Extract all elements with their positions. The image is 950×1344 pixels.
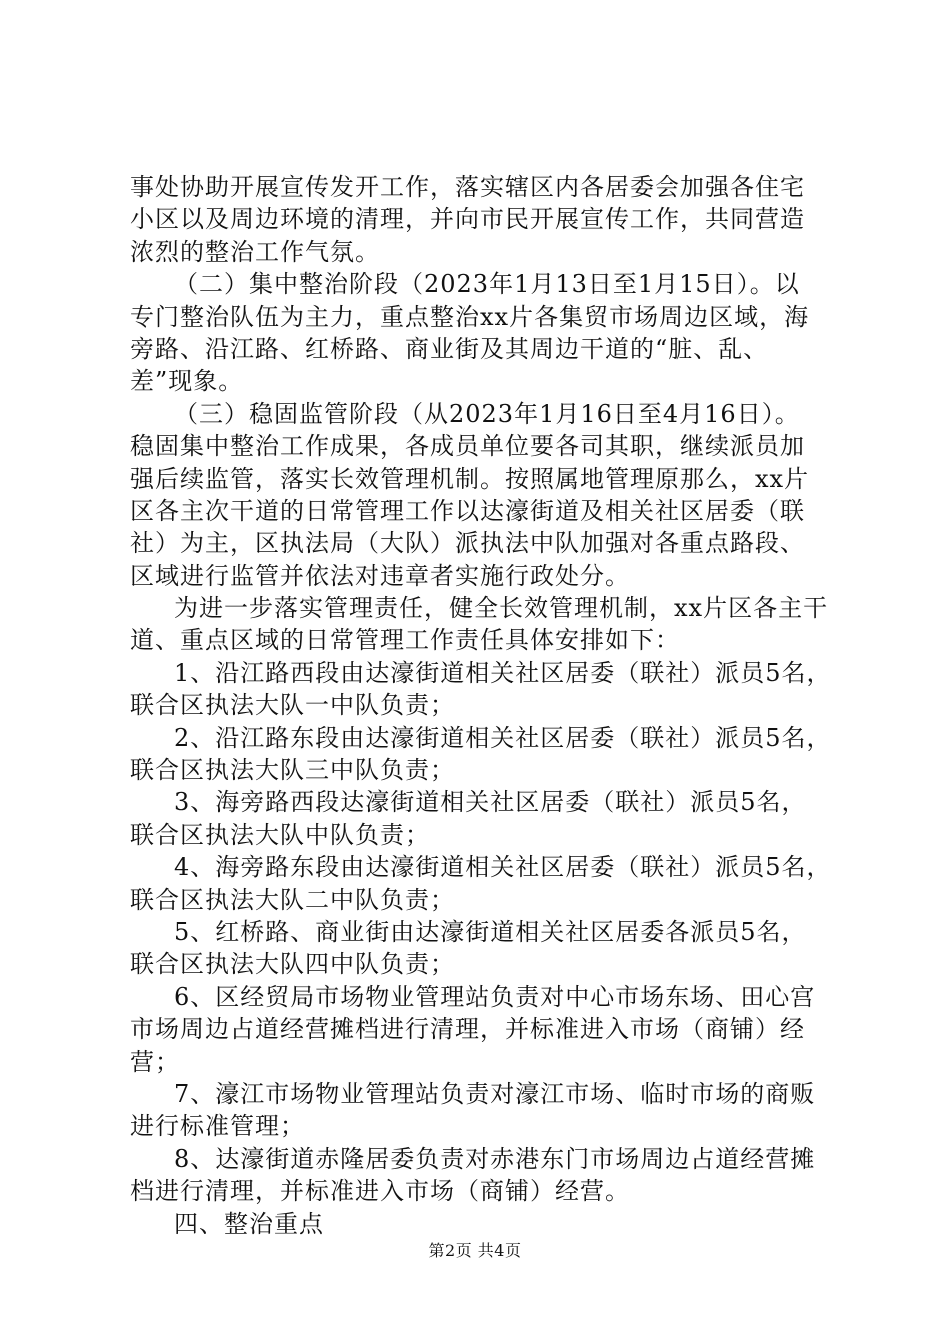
- text-line: 联合区执法大队四中队负责；: [130, 950, 455, 979]
- list-item: 4、海旁路东段由达濠街道相关社区居委（联社）派员5名，: [174, 853, 832, 882]
- list-item: 6、区经贸局市场物业管理站负责对中心市场东场、田心宫: [174, 982, 816, 1011]
- text-line: 旁路、沿江路、红桥路、商业街及其周边干道的“脏、乱、: [130, 334, 769, 363]
- text-line: 差”现象。: [130, 367, 244, 396]
- section-heading: 四、整治重点: [174, 1209, 324, 1238]
- text-line: 档进行清理，并标准进入市场（商铺）经营。: [130, 1177, 630, 1206]
- text-line: 区各主次干道的日常管理工作以达濠街道及相关社区居委（联: [130, 496, 805, 525]
- document-body: [130, 171, 850, 1240]
- text-line: 联合区执法大队中队负责；: [130, 820, 430, 849]
- text-line: 联合区执法大队三中队负责；: [130, 756, 455, 785]
- text-line: 事处协助开展宣传发开工作，落实辖区内各居委会加强各住宅: [130, 173, 805, 201]
- text-line: 联合区执法大队二中队负责；: [130, 885, 455, 914]
- list-item: 5、红桥路、商业街由达濠街道相关社区居委各派员5名，: [174, 917, 807, 946]
- text-line: 联合区执法大队一中队负责；: [130, 691, 455, 720]
- text-line: 进行标准管理；: [130, 1112, 305, 1141]
- text-line: 道、重点区域的日常管理工作责任具体安排如下：: [130, 626, 680, 655]
- list-item: 8、达濠街道赤隆居委负责对赤港东门市场周边占道经营摊: [174, 1144, 816, 1173]
- list-item: 7、濠江市场物业管理站负责对濠江市场、临时市场的商贩: [174, 1079, 816, 1108]
- text-line: 为进一步落实管理责任，健全长效管理机制，xx片区各主干: [174, 594, 829, 623]
- text-line: 强后续监管，落实长效管理机制。按照属地管理原那么，xx片: [130, 464, 810, 493]
- text-line: 营；: [130, 1047, 180, 1076]
- text-line: （二）集中整治阶段（2023年1月13日至1月15日）。以: [174, 270, 800, 299]
- text-line: 市场周边占道经营摊档进行清理，并标准进入市场（商铺）经: [130, 1015, 805, 1044]
- list-item: 2、沿江路东段由达濠街道相关社区居委（联社）派员5名，: [174, 723, 832, 752]
- text-line: 社）为主，区执法局（大队）派执法中队加强对各重点路段、: [130, 529, 805, 558]
- list-item: 3、海旁路西段达濠街道相关社区居委（联社）派员5名，: [174, 788, 807, 817]
- text-line: 浓烈的整治工作气氛。: [130, 237, 380, 266]
- text-line: （三）稳固监管阶段（从2023年1月16日至4月16日）。: [174, 399, 800, 428]
- page-footer: 第2页 共4页: [428, 1241, 522, 1260]
- text-line: 稳固集中整治工作成果，各成员单位要各司其职，继续派员加: [130, 432, 805, 461]
- list-item: 1、沿江路西段由达濠街道相关社区居委（联社）派员5名，: [174, 658, 832, 687]
- text-line: 专门整治队伍为主力，重点整治xx片各集贸市场周边区域，海: [130, 302, 810, 331]
- text-line: 区域进行监管并依法对违章者实施行政处分。: [130, 561, 630, 590]
- text-line: 小区以及周边环境的清理，并向市民开展宣传工作，共同营造: [130, 205, 805, 234]
